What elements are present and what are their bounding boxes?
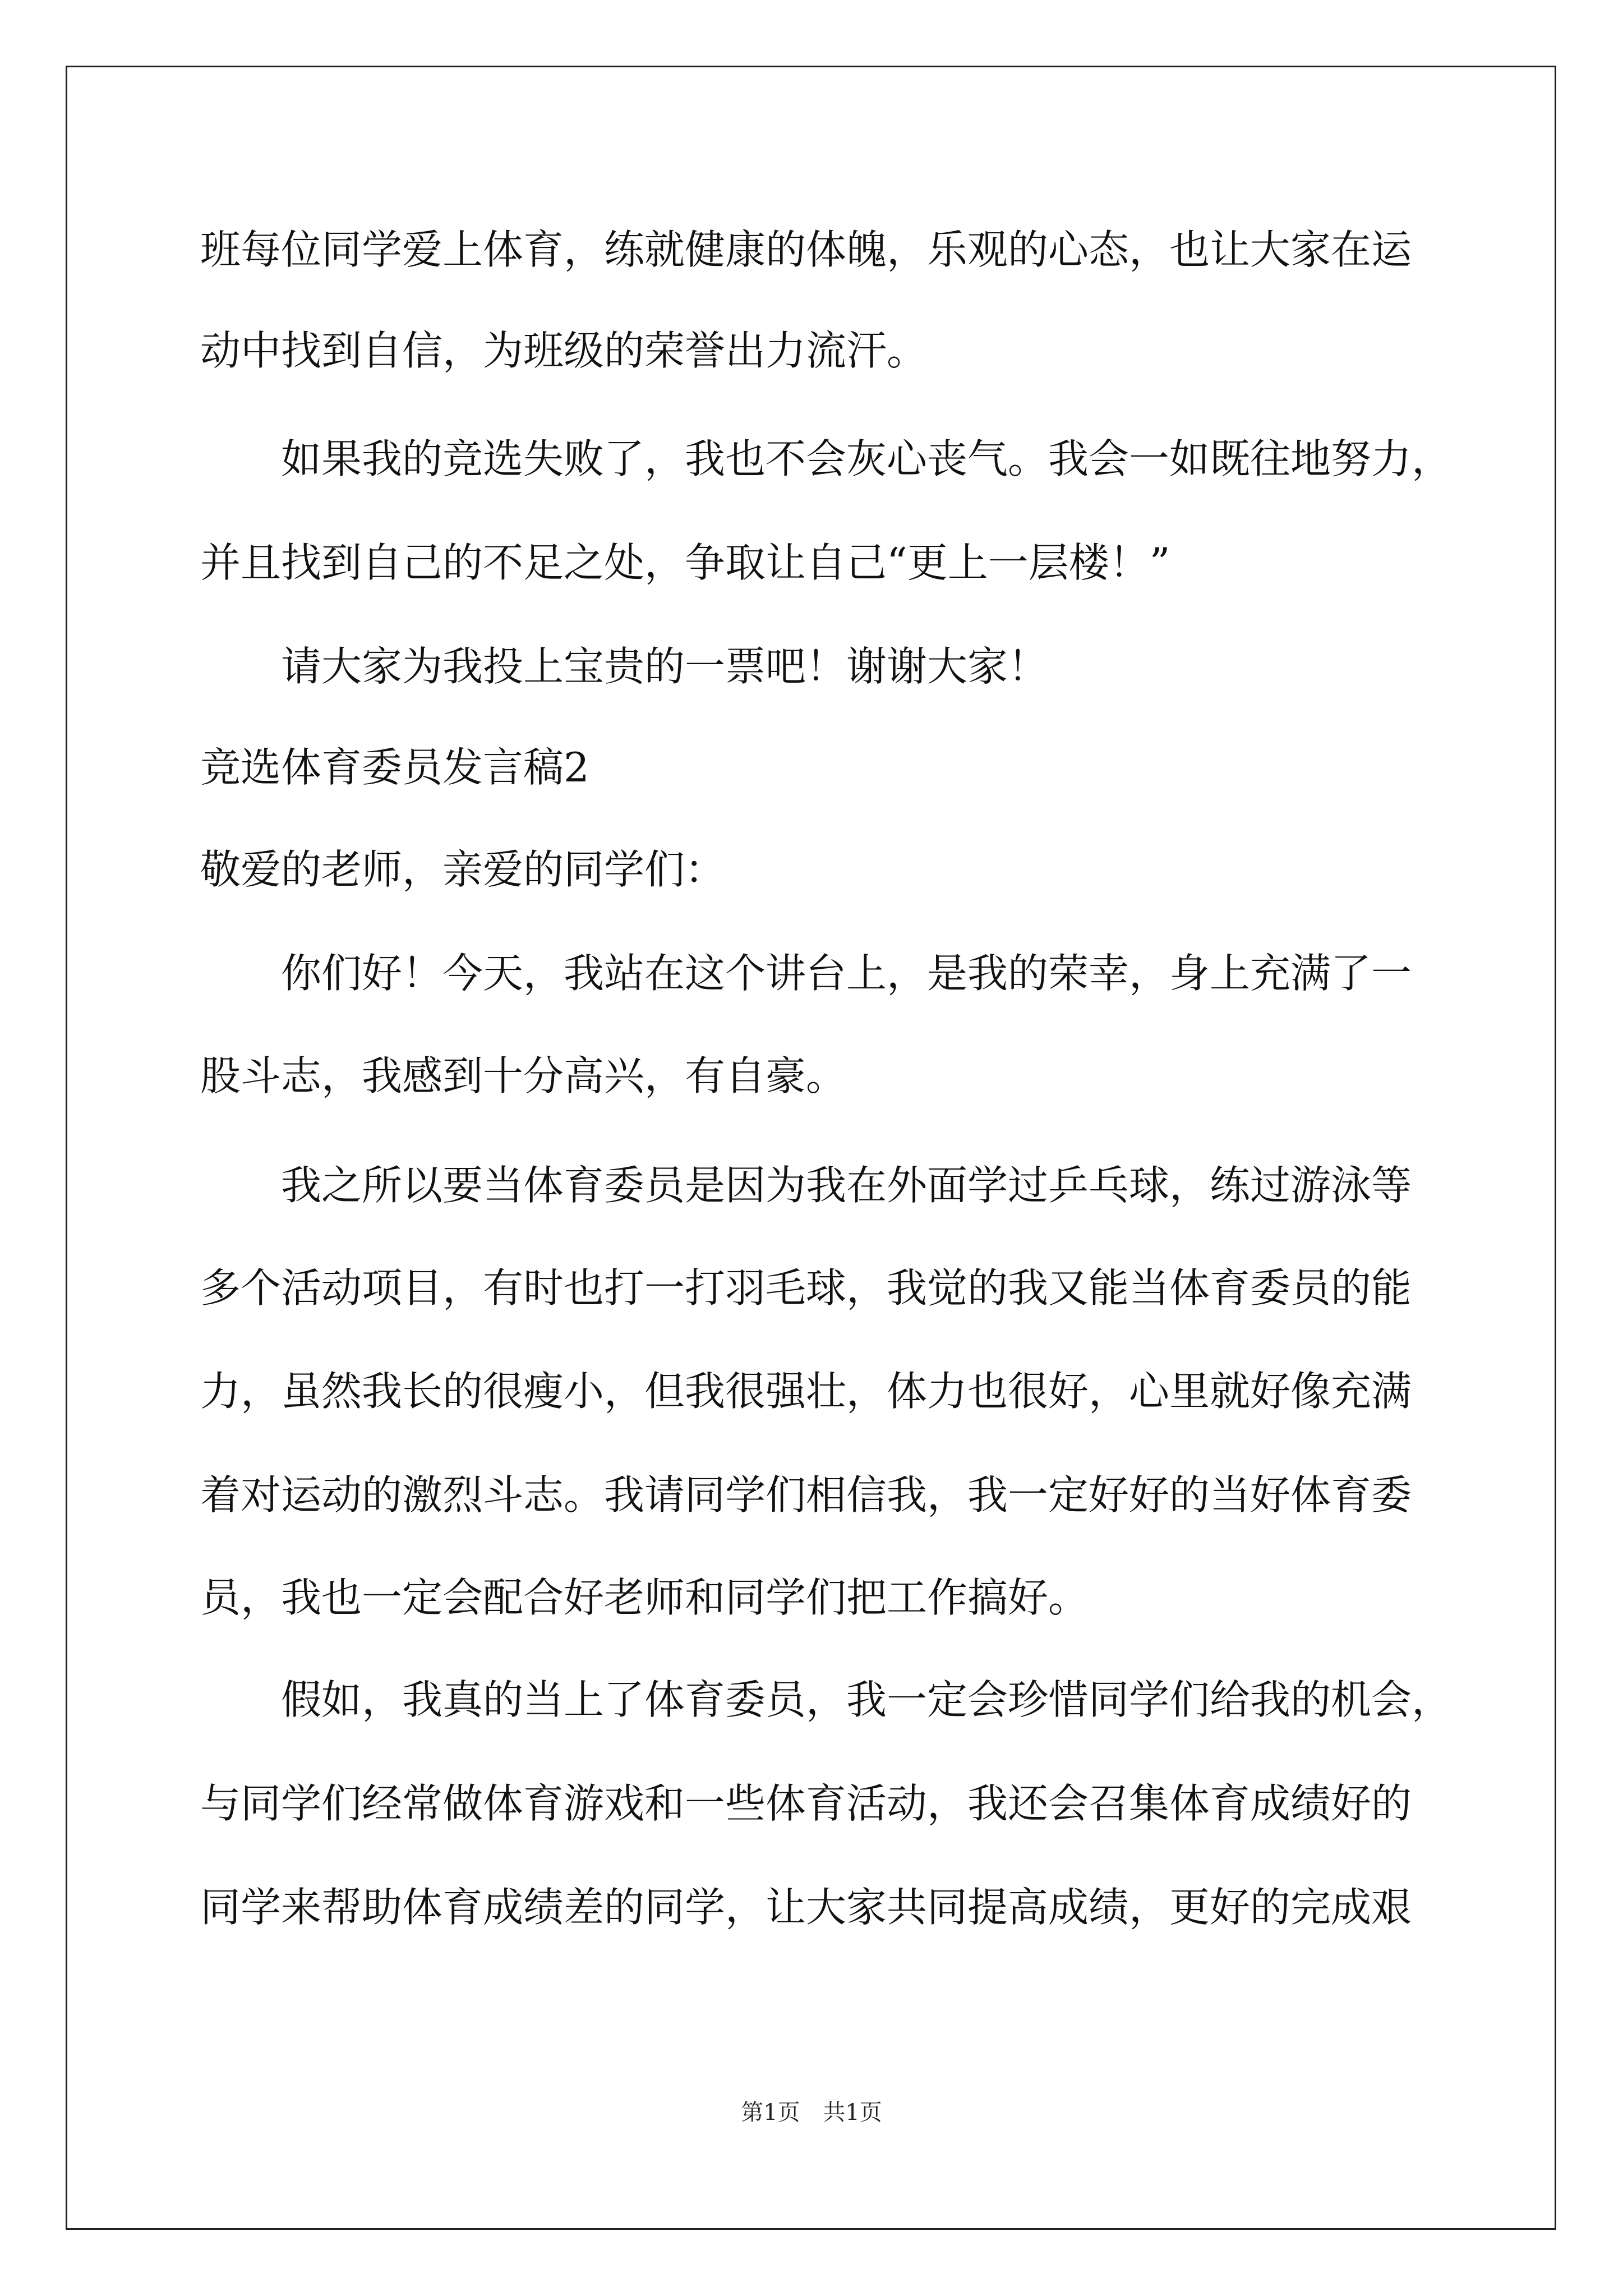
text-line-11: 多个活动项目，有时也打一打羽毛球，我觉的我又能当体育委员的能 <box>200 1264 1412 1312</box>
text-line-8: 你们好！今天，我站在这个讲台上，是我的荣幸，身上充满了一 <box>281 950 1412 997</box>
text-line-14: 员，我也一定会配合好老师和同学们把工作搞好。 <box>200 1574 1089 1621</box>
text-line-10: 我之所以要当体育委员是因为我在外面学过乒乓球，练过游泳等 <box>281 1162 1412 1209</box>
text-line-1: 班每位同学爱上体育，练就健康的体魄，乐观的心态，也让大家在运 <box>200 226 1412 273</box>
text-line-5: 请大家为我投上宝贵的一票吧！谢谢大家！ <box>281 643 1049 690</box>
text-line-12: 力，虽然我长的很瘦小，但我很强壮，体力也很好，心里就好像充满 <box>200 1368 1412 1415</box>
text-line-15: 假如，我真的当上了体育委员，我一定会珍惜同学们给我的机会， <box>281 1676 1453 1723</box>
text-line-9: 股斗志，我感到十分高兴，有自豪。 <box>200 1052 847 1099</box>
text-line-17: 同学来帮助体育成绩差的同学，让大家共同提高成绩，更好的完成艰 <box>200 1884 1412 1931</box>
text-line-3: 如果我的竞选失败了，我也不会灰心丧气。我会一如既往地努力， <box>281 435 1453 482</box>
text-line-4: 并且找到自己的不足之处，争取让自己“更上一层楼！” <box>200 539 1170 586</box>
text-line-16: 与同学们经常做体育游戏和一些体育活动，我还会召集体育成绩好的 <box>200 1780 1412 1827</box>
page-number: 第1页 <box>741 2100 800 2125</box>
text-line-2: 动中找到自信，为班级的荣誉出力流汗。 <box>200 327 928 374</box>
page-footer <box>0 2096 1623 2129</box>
page-total: 共1页 <box>823 2100 882 2125</box>
salutation: 敬爱的老师，亲爱的同学们： <box>200 846 726 893</box>
text-line-13: 着对运动的激烈斗志。我请同学们相信我，我一定好好的当好体育委 <box>200 1471 1412 1519</box>
section-heading: 竞选体育委员发言稿2 <box>200 744 589 791</box>
